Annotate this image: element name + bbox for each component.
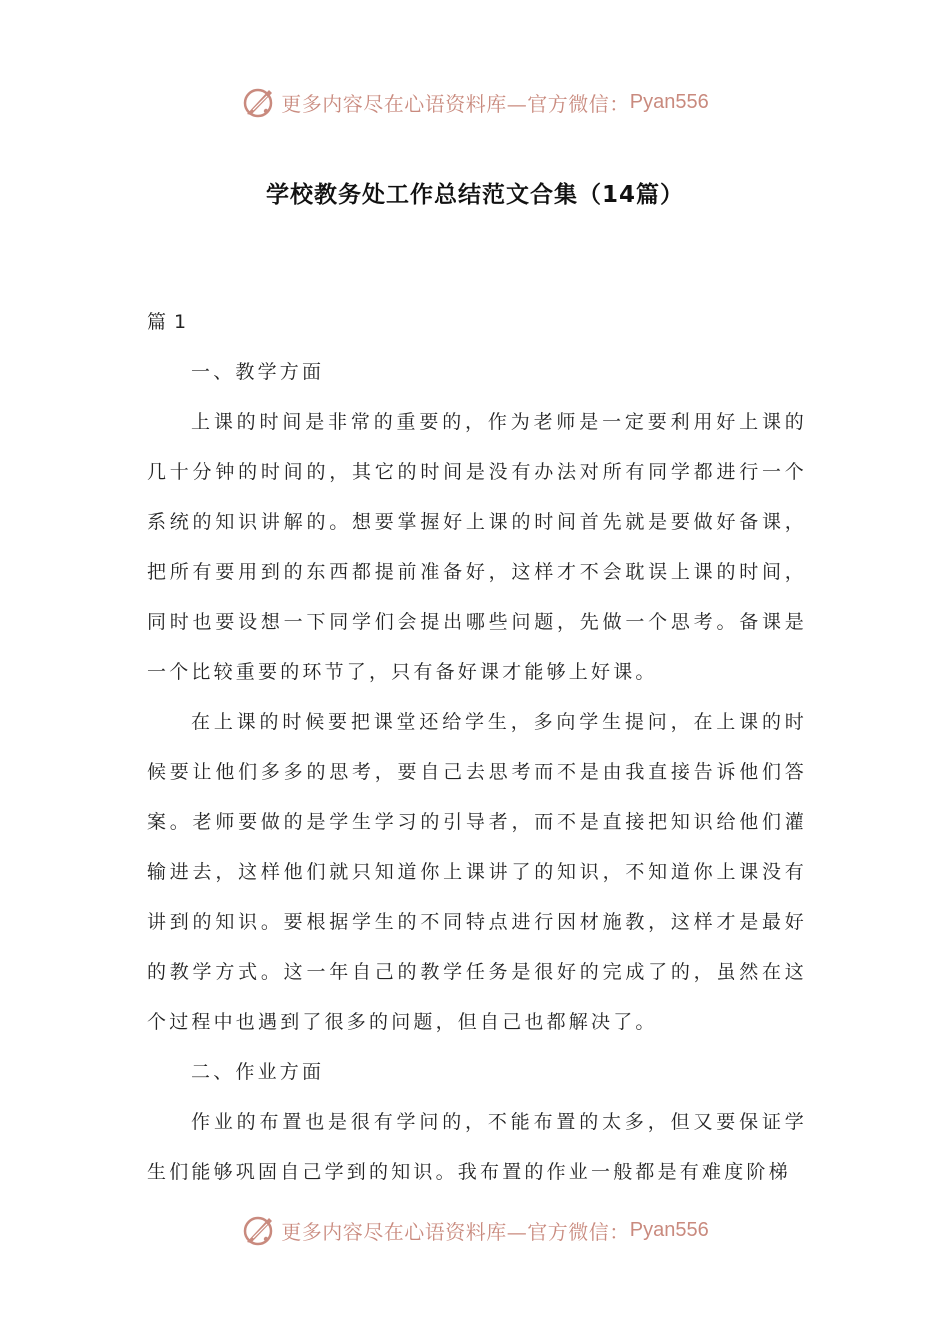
section-label: 篇 1 bbox=[147, 311, 188, 333]
section-heading-homework: 二、作业方面 bbox=[191, 1061, 325, 1083]
section-heading-teaching: 一、教学方面 bbox=[191, 361, 325, 383]
header-watermark bbox=[0, 80, 950, 124]
paragraph-classroom: 在上课的时候要把课堂还给学生，多向学生提问，在上课的时候要让他们多多的思考，要自己去思考而不是由我直接告诉他们答案。老师要做的是学生学习的引导者，而不是直接把知识给他们灌输进去，这样他们就只知道你上课讲了的知识，不知道你上课没有讲到的知识。要根据学生的不同特点进行因材施教，这样才是最好的教学方式。这一年自己的教学任务是很好的完成了的，虽然在这个过程中也遇到了很多的问题，但自己也都解决了。 bbox=[147, 711, 807, 1033]
quill-logo-icon bbox=[241, 1212, 277, 1248]
watermark-wechat-id: Pyan556 bbox=[629, 1218, 709, 1241]
footer-watermark bbox=[0, 1208, 950, 1252]
document-body bbox=[147, 297, 807, 1197]
document-title: 学校教务处工作总结范文合集（14篇） bbox=[265, 182, 684, 208]
paragraph-homework: 作业的布置也是很有学问的，不能布置的太多，但又要保证学生们能够巩固自己学到的知识。我布置的作业一般都是有难度阶梯 bbox=[147, 1111, 807, 1183]
quill-logo-icon bbox=[241, 84, 277, 120]
watermark-wechat-id: Pyan556 bbox=[629, 90, 709, 113]
paragraph-class-time: 上课的时间是非常的重要的，作为老师是一定要利用好上课的几十分钟的时间的，其它的时间是没有办法对所有同学都进行一个系统的知识讲解的。想要掌握好上课的时间首先就是要做好备课，把所有要用到的东西都提前准备好，这样才不会耽误上课的时间，同时也要设想一下同学们会提出哪些问题，先做一个思考。备课是一个比较重要的环节了，只有备好课才能够上好课。 bbox=[147, 411, 807, 683]
watermark-text: 更多内容尽在心语资料库—官方微信： bbox=[281, 1219, 630, 1244]
watermark-text: 更多内容尽在心语资料库—官方微信： bbox=[281, 91, 630, 116]
